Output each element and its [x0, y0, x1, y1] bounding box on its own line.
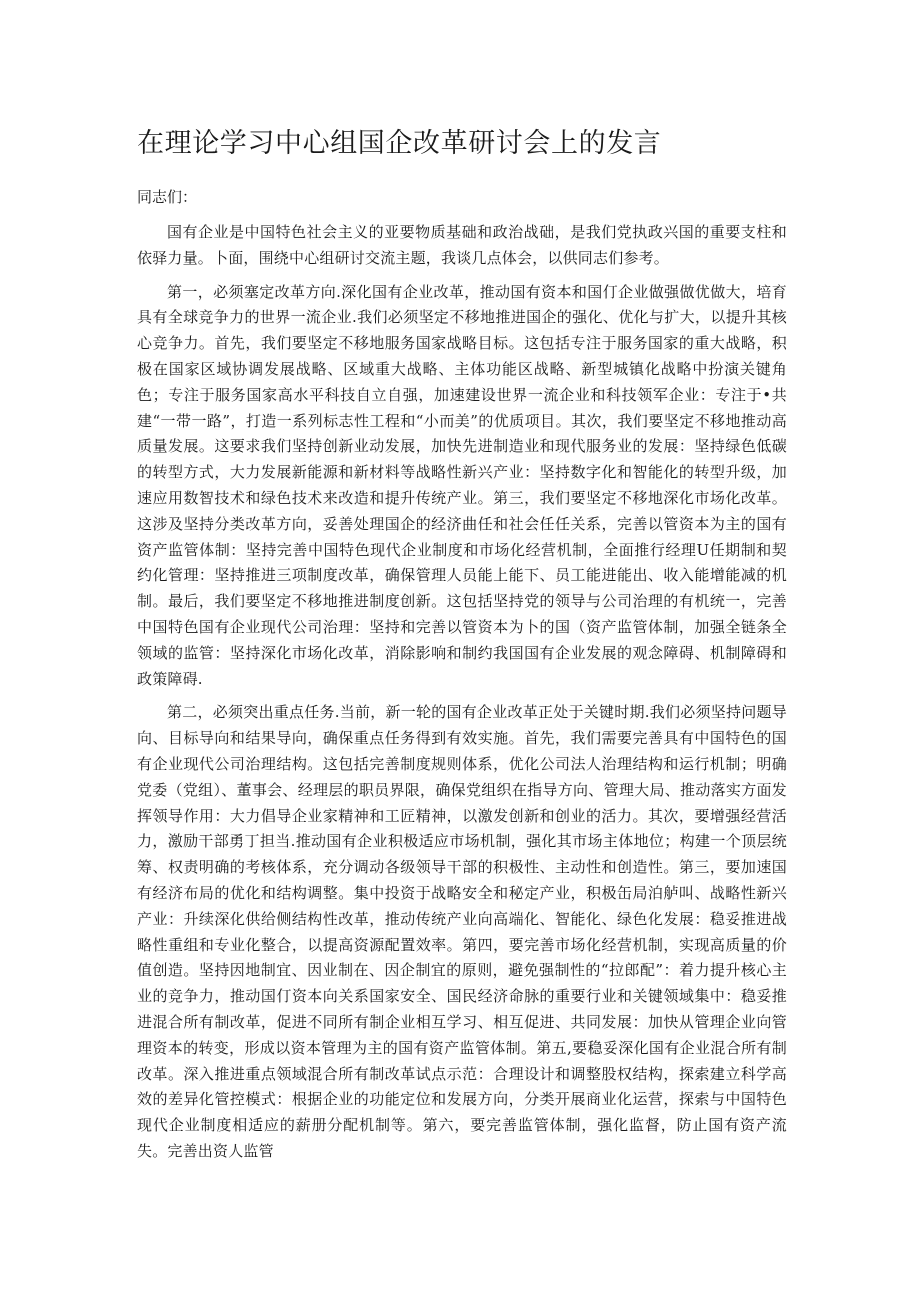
paragraph-intro: 国有企业是中国特色社会主义的亚要物质基础和政治战础，是我们党执政兴国的重要支柱和依驿力量。卜面，围绕中心组研讨交流主题，我谈几点体会，以供同志们参考。 [137, 223, 787, 267]
document-title: 在理论学习中心组国企改革研讨会上的发言 [137, 128, 662, 159]
salutation: 同志们： [137, 188, 198, 206]
paragraph-second-point: 第二，必须突出重点任务.当前，新一轮的国有企业改革正处于关键时期.我们必须坚持问题导向、目标导向和结果导向，确保重点任务得到有效实施。首先，我们需要完善具有中国特色的国有企业现代公司治理结构。这包括完善制度规则体系，优化公司法人治理结构和运行机制；明确党委（党组）、董事会、经理层的职员界限，确保党组织在指导方向、管理大局、推动落实方面发挥领导作用：大力倡导企业家精神和工匠精神，以激发创新和创业的活力。其次，要增强经营活力，激励干部勇丁担当.推动国有企业积极适应市场机制，强化其市场主体地位；构建一个顶层统筹、权责明确的考核体系，充分调动各级领导干部的积极性、主动性和创造性。第三，要加速国有经济布局的优化和结构调整。集中投资于战略安全和秘定产业，积极缶局泊舻叫、战略性新兴产业：升续深化供给侧结构性改革，推动传统产业向高端化、智能化、绿色化发展：稳妥推进战略性重组和专业化整合，以提高资源配置效率。第四，要完善市场化经营机制，实现高质量的价值创造。坚持因地制宜、因业制在、因企制宜的原则，避免强制性的“拉郎配”：着力提升核心主业的竞争力，推动国仃资本向关系国家安全、国民经济命脉的重要行业和关键领域集中：稳妥推进混合所有制改革，促进不同所有制企业相互学习、相互促进、共同发展：加快从管理企业向管理资本的转变，形成以资本管理为主的国有资产监管体制。第五,要稳妥深化国有企业混合所有制改革。深入推进重点领域混合所有制改革试点示范：合理设计和调整股权结构，探索建立科学高效的差异化管控模式：根据企业的功能定位和发展方向，分类开展商业化运营，探索与中国特色现代企业制度相适应的薪册分配机制等。第六，要完善监管体制，强化监督，防止国有资产流失。完善出资人监管 [137, 703, 787, 1160]
paragraph-first-point: 第一，必须塞定改革方向.深化国有企业改革，推动国有资本和国仃企业做强做优做大，培育具有全球竞争力的世界一流企业.我们必须坚定不移地推进国企的强化、优化与扩大，以提升其核心竞争力。首先，我们要坚定不移地服务国家战略目标。这包括专注于服务国家的重大战略，积极在国家区域协调发展战略、区域重大战略、主体功能区战略、新型城镇化战略中扮演关键角色；专注于服务国家高水平科技自立自强，加速建设世界一流企业和科技领军企业：专注于•共建“一带一路”，打造一系列标志性工程和“小而美”的优质项目。其次，我们要坚定不移地推动高质量发展。这要求我们坚持创新业动发展，加快先进制造业和现代服务业的发展：坚持绿色低碳的转型方式，大力发展新能源和新材料等战略性新兴产业：坚持数字化和智能化的转型升级，加速应用数智技术和绿色技术来改造和提升传统产业。第三，我们要坚定不移地深化市场化改革。这涉及坚持分类改革方向，妥善处理国企的经济曲任和社会任任关系，完善以管资本为主的国有资产监管体制：坚持完善中国特色现代企业制度和市场化经营机制，全面推行经理U任期制和契约化管理：坚持推进三项制度改革，确保管理人员能上能下、员工能进能出、收入能增能减的机制。最后，我们要坚定不移地推进制度创新。这包括坚持党的领导与公司治理的有机统一，完善中国特色国有企业现代公司治理：坚持和完善以管资本为卜的国（资产监管体制，加强全链条全领域的监管：坚持深化市场化改革，消除影响和制约我国国有企业发展的观念障碍、机制障碍和政策障碍. [137, 282, 787, 688]
document-page [137, 126, 787, 1173]
